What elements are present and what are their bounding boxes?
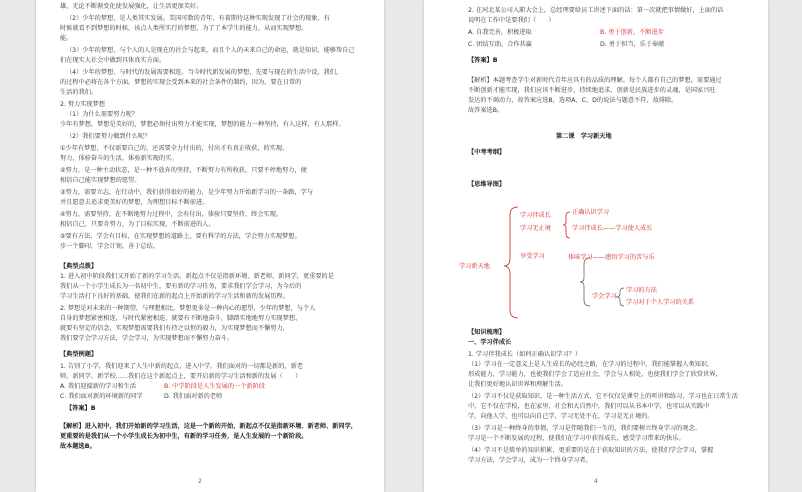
- left-page-number: 2: [198, 478, 202, 485]
- right-text-line: 一、学习伴成长: [468, 339, 512, 346]
- right-text-line: C. 团结互助，合作共赢: [468, 41, 532, 48]
- left-text-line: 自身的梦想紧密相连，与时代紧密相连，就要有不断地奋斗，脚踏实地地努力实现梦想，: [60, 315, 302, 322]
- left-text-line: 相信自己能实现梦想的愿望。: [60, 177, 141, 184]
- right-text-line: （1）学习在一定意义上是人生成长的必经之路，在学习的过程中，我们能掌握人类知识，: [468, 361, 714, 368]
- right-page-number: 4: [594, 478, 598, 485]
- left-text-line: 更重要的是我们从一个小学生成长为初中生，有新的学习任务，是人生发展的一个新阶段。: [60, 433, 308, 440]
- left-text-line: 雄，无论不断渐变化使发展强化，让生活更加美好。: [60, 3, 203, 10]
- mindmap-b3-item2: 学习对于个人学习的关系: [626, 299, 695, 306]
- left-text-line: 并且愿意去追求更美好的梦想，为理想目标不断前进。: [60, 199, 209, 206]
- right-text-line: 【中考考纲】: [468, 149, 506, 156]
- left-text-line: 1. 告别了小学，我们迎来了人生中新的起点，进入中学，我们面对的一切都是新的，新老: [60, 363, 303, 370]
- left-text-line: （2）我们要努力做到什么呢？: [66, 133, 151, 140]
- left-text-line: ⑤要有方法，学会有目标，在实现梦想的道路上，要有科学的方法，学会努力实现梦想。: [60, 233, 301, 240]
- mindmap-b1-item1: 正确认识学习: [572, 209, 610, 216]
- mindmap-b1-item2: 学习无止境: [520, 225, 551, 232]
- left-text-line: 【答案】B: [66, 405, 96, 412]
- right-text-line: B. 勇于创新，不断进步: [600, 29, 664, 36]
- right-text-line: 【答案】B: [468, 57, 498, 64]
- right-text-line: 2. 在河北某公司入职大会上，总经理要给员工讲述下面的话：第一次就把事情做好，上面的话: [468, 7, 724, 14]
- left-text-line: 步一个脚印，学会计划，善于总结。: [60, 243, 159, 250]
- right-text-line: （4）学习不是简单的知识积累，更重要的是在于获取知识的方法，使我们学会学习，掌握: [468, 447, 714, 454]
- right-text-line: 学，向他人学，也可以向自己学，学习无处不在，学习是无止境的。: [468, 413, 654, 420]
- left-text-line: 能。: [60, 35, 73, 42]
- left-text-line: D. 我们面对新的老师: [164, 393, 223, 400]
- left-text-line: 1. 进入初中阶段我们又开始了新的学习生活，新起点不仅是指新环境、新老师、新同学，更重要的是: [60, 273, 334, 280]
- left-text-line: 努力，体验奋斗的生活，体验新实现的实。: [60, 155, 178, 162]
- right-text-line: 【思维导图】: [468, 181, 506, 188]
- left-text-line: 2. 梦想是对未来的一种期望，与理想相比，梦想更多是一种内心的愿望，少年的梦想，与个人: [60, 305, 316, 312]
- right-text-line: （2）学习不仅是获取知识，是一种生活方式，它不仅仅是课堂上的听讲和练习，学习也在日常生活: [468, 393, 738, 400]
- left-text-line: ①少年有梦想，不仅需要自己的，还需要全力付出的，付出才有真正收获，的实现。: [60, 145, 289, 152]
- left-text-line: A. 我们迎接新的学习和生活: [60, 383, 137, 390]
- left-text-line: 【解析】进入初中，我们开始新的学习生活，这是一个新的开始，新起点不仅是指新环境、新老师、新同学，: [60, 423, 357, 430]
- left-text-line: C. 我们面对新的环境新的同学: [60, 393, 143, 400]
- left-text-line: ③努力，需要立志，在行动中，我们获得很好的能力，是少年努力开始新学习的一条路，学与: [60, 189, 314, 196]
- left-text-line: 师、新同学、新学校……我们在这个新起点上，要开启新的学习生活和新的发展（ ）: [60, 373, 302, 380]
- right-document-page: [424, 0, 768, 492]
- right-text-line: 让我们更好地认识世界和理解生活。: [468, 381, 567, 388]
- branch3-brace: [616, 288, 624, 306]
- right-text-line: 形成能力，学习能力，也使我们学会了适应社会，学会与人相处，也使我们学会了欣赏世界，: [468, 371, 722, 378]
- left-text-line: 时候就看不到梦想的时候，该点人类所实行的梦想，为了了本学生的能力，从而实现梦想。: [60, 25, 308, 32]
- left-text-line: 2. 努力实现梦想: [60, 101, 105, 108]
- left-text-line: （3）少年的梦想，与个人的人是现在的社会与起来，而且个人的未来自己的命运，就是知识，能够帮自己: [66, 47, 355, 54]
- branch1-brace: [563, 212, 570, 238]
- right-text-line: 【解析】本题考查学生对新时代青年应具有的品质的理解。每个人都有自己的梦想，需要通过: [468, 77, 722, 84]
- left-text-line: 少年有梦想，梦想是美好的，梦想必须付出努力才能实现，梦想的能力一种坚持，有人这样，有人那样。: [60, 121, 345, 128]
- left-text-line: 我们从一个小学生成长为一名初中生，要有新的学习任务，要求我们学会学习，为今后的: [60, 283, 302, 290]
- left-text-line: 【典型点拨】: [60, 263, 98, 270]
- right-text-line: D. 勇于担当，乐于奉献: [600, 41, 665, 48]
- left-document-page: [36, 0, 384, 492]
- mindmap-b2-item1: 体味学习——感悟学习的苦与乐: [568, 254, 655, 261]
- mindmap-branch2: 享受学习: [520, 253, 545, 260]
- right-text-line: 发达的不竭动力，故答案应选B，选项A、C、D的说法与题意不符，故排除。: [468, 97, 678, 104]
- left-text-line: （1）为什么需要努力呢？: [66, 111, 138, 118]
- right-text-line: 1. 学习伴我成长（如何正确认识学习？）: [468, 351, 582, 358]
- left-text-line: 故本题选B。: [60, 443, 96, 450]
- left-text-line: ②努力，是一种主动状态，是一种不放弃的坚持，不断努力有所收获，只要不停地努力，便: [60, 167, 307, 174]
- mindmap-branch1: 学习伴成长: [520, 212, 551, 219]
- left-text-line: 【典型例题】: [60, 351, 98, 358]
- left-text-line: （4）少年的梦想，与时代的发展需要相连，当今时代新发展的梦想，先要与现在的生活中设，我们，: [66, 69, 343, 76]
- right-text-line: 中，它不仅在学校，也在家里、社会和大自然中，我们可以从书本中学，也可以从实践中: [468, 403, 710, 410]
- left-text-line: 们在现实大社会中做到具体真实方面。: [60, 57, 166, 64]
- right-text-line: 学习方法，学会学习，成为一个终身学习者。: [468, 457, 592, 464]
- branch2-brace: [580, 258, 590, 306]
- root-brace: [504, 207, 518, 318]
- left-text-line: 学习生活打下良好的基础，使我们在新的起点上开始新的学习生活和新的发展历程。: [60, 293, 289, 300]
- right-text-line: 故答案选B。: [468, 107, 504, 114]
- right-text-line: A. 自我完善，积极进取: [468, 29, 532, 36]
- left-text-line: ④努力，需要坚持，在不断地努力过程中，会有付出，体验只要坚持，终会实现。: [60, 211, 283, 218]
- right-text-line: 说明在工作中是要我们（ ）: [468, 17, 555, 24]
- mindmap-b1-extra: 学习伴成长——学习使人成长: [572, 225, 653, 232]
- mindmap-branch3: 学会学习: [592, 293, 617, 300]
- left-text-line: （2）少年的梦想，是人类其实发展。美国可数的青年，有着期待这种实现发现了社会的现象，有: [66, 15, 330, 22]
- right-text-line: （3）学习是一种终身的事情，学习是伴随我们一生的，我们要树立终身学习的观念。: [468, 425, 701, 432]
- right-text-line: 不断创新才能实现，我们应该不断进步，持续地追求，创新是民族进步的灵魂，是国家兴旺: [468, 87, 716, 94]
- mindmap-root: 学习新天地: [459, 263, 490, 270]
- left-text-line: B. 中学阶段是人生发展的一个新阶段: [164, 383, 265, 390]
- left-text-line: 就要有坚定的信念，实现梦想需要我们有持之以恒的毅力，为实现梦想而不懈努力，: [60, 325, 289, 332]
- right-text-line: 第二课 学习新天地: [556, 133, 612, 140]
- right-text-line: 【知识梳理】: [468, 329, 506, 336]
- left-text-line: 生活的我们。: [60, 89, 98, 96]
- left-text-line: 的过程中必将在各个方面，梦想的实现会受到本来的社会条件的制约，因为，要在日常的: [60, 79, 302, 86]
- mindmap-b3-item1: 学习的方法: [626, 287, 657, 294]
- left-text-line: 相信自己，只要肯努力，为了目标实现，不断前进的人。: [60, 221, 215, 228]
- left-text-line: 我们要学会学习方法，学会学习，为实现梦想而不懈努力奋斗。: [60, 335, 234, 342]
- right-text-line: 学习是一个不断发展的过程，使我们在学习中获得成长，感受学习带来的快乐。: [468, 435, 685, 442]
